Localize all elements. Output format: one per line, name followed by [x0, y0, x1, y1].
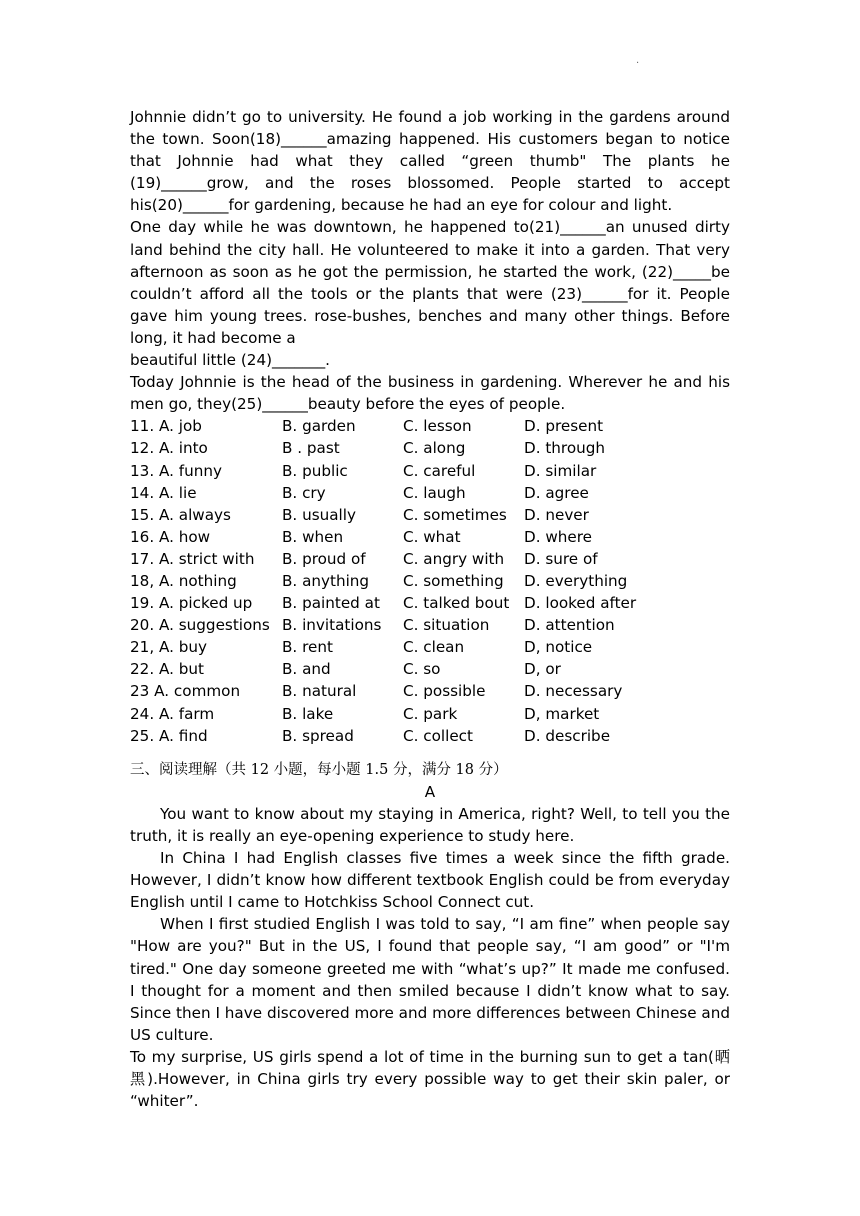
option-b: B. and — [282, 660, 331, 679]
option-c: C. something — [403, 571, 504, 590]
cloze-options-table — [130, 415, 730, 746]
option-d: D. sure of — [524, 549, 598, 568]
option-c: C. possible — [403, 682, 486, 701]
option-a: 11. A. job — [130, 417, 202, 436]
passage-label: A — [424, 782, 436, 801]
option-b: B. natural — [282, 682, 357, 701]
option-c: C. careful — [403, 461, 476, 480]
option-b: B. when — [282, 527, 344, 546]
option-a: 13. A. funny — [130, 461, 222, 480]
option-a: 24. A. farm — [130, 704, 215, 723]
option-row — [130, 658, 730, 680]
reading-paragraph-1: You want to know about my staying in America, right? Well, to tell you the truth, it is really an eye-opening experience to study here. — [130, 804, 730, 845]
option-row — [130, 592, 730, 614]
option-a: 19. A. picked up — [130, 594, 253, 613]
option-row — [130, 437, 730, 459]
option-b: B. lake — [282, 704, 334, 723]
option-d: D. everything — [524, 571, 628, 590]
option-row — [130, 570, 730, 592]
option-d: D. necessary — [524, 682, 623, 701]
option-row — [130, 482, 730, 504]
option-c: C. park — [403, 704, 458, 723]
option-row — [130, 703, 730, 725]
option-b: B. painted at — [282, 594, 380, 613]
option-c: C. so — [403, 660, 441, 679]
option-d: D. through — [524, 439, 606, 458]
option-d: D. attention — [524, 616, 615, 635]
option-c: C. what — [403, 527, 461, 546]
reading-paragraph-3: When I first studied English I was told to say, “I am fine” when people say "How are you?" But in the US, I found that people say, “I am good” or "I'm tired." One day someone greeted me with “what’s up?” It made me confused. I thought for a moment and then smiled because I didn’t know what to say. Since then I have discovered more and more differences between Chinese and US culture. — [130, 915, 730, 1044]
option-d: D. never — [524, 505, 589, 524]
option-b: B. usually — [282, 505, 356, 524]
option-b: B. public — [282, 461, 348, 480]
option-b: B. spread — [282, 726, 354, 745]
reading-paragraph-4: To my surprise, US girls spend a lot of time in the burning sun to get a tan(晒黑).However, in China girls try every possible way to get their skin paler, or “whiter”. — [130, 1047, 730, 1111]
option-c: C. collect — [403, 726, 473, 745]
option-d: D. looked after — [524, 594, 637, 613]
option-row — [130, 636, 730, 658]
option-c: C. situation — [403, 616, 490, 635]
option-a: 12. A. into — [130, 439, 208, 458]
option-c: C. sometimes — [403, 505, 507, 524]
option-row — [130, 526, 730, 548]
option-c: C. clean — [403, 638, 465, 657]
option-b: B. proud of — [282, 549, 366, 568]
option-row — [130, 548, 730, 570]
option-a: 15. A. always — [130, 505, 231, 524]
option-a: 22. A. but — [130, 660, 204, 679]
option-a: 25. A. find — [130, 726, 208, 745]
option-row — [130, 680, 730, 702]
option-a: 18, A. nothing — [130, 571, 237, 590]
option-c: C. angry with — [403, 549, 505, 568]
option-a: 14. A. lie — [130, 483, 197, 502]
option-c: C. talked bout — [403, 594, 510, 613]
document-content — [130, 106, 730, 1112]
option-row — [130, 460, 730, 482]
option-b: B. anything — [282, 571, 370, 590]
option-a: 17. A. strict with — [130, 549, 255, 568]
option-d: D, market — [524, 704, 600, 723]
option-a: 23 A. common — [130, 682, 241, 701]
option-a: 21, A. buy — [130, 638, 208, 657]
header-mark: . — [636, 55, 640, 66]
cloze-paragraph-2: One day while he was downtown, he happened to(21)______an unused dirty land behind the city hall. He volunteered to make it into a garden. That very afternoon as soon as he got the permission, he started the work, (22)_____be couldn’t afford all the tools or the plants that were (23)______for it. People gave him young trees. rose-bushes, benches and many other things. Before long, it had become a — [130, 218, 730, 347]
option-d: D. similar — [524, 461, 597, 480]
cloze-paragraph-1: Johnnie didn’t go to university. He found a job working in the gardens around the town. Soon(18)______amazing happened. His customers began to notice that Johnnie had what they called “green thumb" The plants he (19)______grow, and the roses blossomed. People started to accept his(20)______for gardening, because he had an eye for colour and light. — [130, 108, 730, 215]
option-c: C. along — [403, 439, 466, 458]
option-d: D. agree — [524, 483, 589, 502]
option-d: D, or — [524, 660, 561, 679]
option-d: D. where — [524, 527, 592, 546]
option-b: B. garden — [282, 417, 356, 436]
option-a: 20. A. suggestions — [130, 616, 270, 635]
option-c: C. laugh — [403, 483, 466, 502]
option-row — [130, 614, 730, 636]
section-title: 三、阅读理解（共 12 小题，每小题 1.5 分，满分 18 分） — [130, 761, 508, 778]
option-row — [130, 415, 730, 437]
option-b: B. invitations — [282, 616, 382, 635]
option-a: 16. A. how — [130, 527, 211, 546]
option-row — [130, 725, 730, 747]
option-c: C. lesson — [403, 417, 472, 436]
option-b: B. cry — [282, 483, 326, 502]
option-row — [130, 504, 730, 526]
reading-paragraph-2: In China I had English classes five times a week since the fifth grade. However, I didn’t know how different textbook English could be from everyday English until I came to Hotchkiss School Connect cut. — [130, 849, 730, 912]
option-d: D, notice — [524, 638, 593, 657]
cloze-paragraph-3: beautiful little (24)_______. — [130, 351, 331, 370]
option-b: B. rent — [282, 638, 333, 657]
option-d: D. describe — [524, 726, 611, 745]
option-d: D. present — [524, 417, 604, 436]
option-b: B . past — [282, 439, 340, 458]
cloze-paragraph-4: Today Johnnie is the head of the business in gardening. Wherever he and his men go, they(25)______beauty before the eyes of people. — [130, 373, 730, 414]
